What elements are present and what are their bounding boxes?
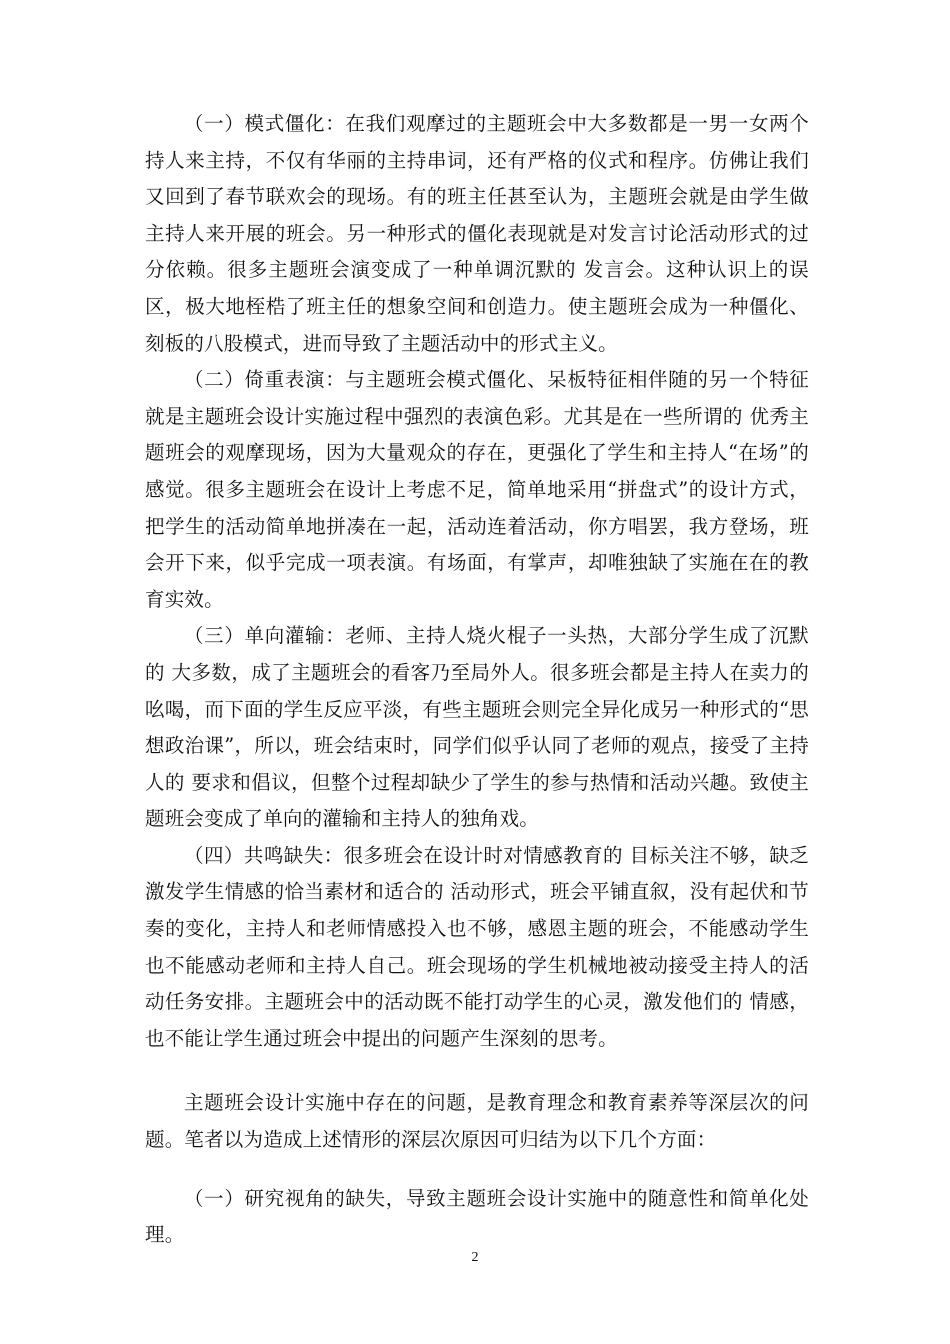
paragraph-performance-emphasis: （二）倚重表演：与主题班会模式僵化、呆板特征相伴随的另一个特征就是主题班会设计实施过程中强烈的表演色彩。尤其是在一些所谓的 优秀主题班会的观摩现场，因为大量观众的存在，更强化了学生和主持人“在场”的感觉。很多主题班会在设计上考虑不足，简单地采用“拼盘式”的设计方式，把学生的活动简单地拼凑在一起，活动连着活动，你方唱罢，我方登场，班会开下来，似乎完成一项表演。有场面，有掌声，却唯独缺了实施在在的教育实效。 — [145, 368, 809, 611]
paragraph-one-way-instruction: （三）单向灌输：老师、主持人烧火棍子一头热，大部分学生成了沉默的 大多数，成了主题班会的看客乃至局外人。很多班会都是主持人在卖力的吆喝，而下面的学生反应平淡，有些主题班会则完全异化成另一种形式的“思想政治课”，所以，班会结束时，同学们似乎认同了老师的观点，接受了主持人的 要求和倡议，但整个过程却缺少了学生的参与热情和活动兴趣。致使主题班会变成了单向的灌输和主持人的独角戏。 — [145, 624, 809, 831]
paragraph-resonance-missing: （四）共鸣缺失：很多班会在设计时对情感教育的 目标关注不够，缺乏激发学生情感的恰当素材和适合的 活动形式，班会平铺直叙，没有起伏和节奏的变化，主持人和老师情感投入也不够，感恩主题的班会，不能感动学生也不能感动老师和主持人自己。班会现场的学生机械地被动接受主持人的活动任务安排。主题班会中的活动既不能打动学生的心灵，激发他们的 情感，也不能让学生通过班会中提出的问题产生深刻的思考。 — [145, 843, 809, 1050]
paragraph-research-perspective: （一）研究视角的缺失，导致主题班会设计实施中的随意性和简单化处理。 — [145, 1186, 809, 1247]
paragraph-deep-causes: 主题班会设计实施中存在的问题，是教育理念和教育素养等深层次的问题。笔者以为造成上述情形的深层次原因可归结为以下几个方面： — [145, 1091, 809, 1152]
paragraph-mode-rigidity: （一）模式僵化：在我们观摩过的主题班会中大多数都是一男一女两个持人来主持，不仅有华丽的主持串词，还有严格的仪式和程序。仿佛让我们又回到了春节联欢会的现场。有的班主任甚至认为，主题班会就是由学生做主持人来开展的班会。另一种形式的僵化表现就是对发言讨论活动形式的过分依赖。很多主题班会演变成了一种单调沉默的 发言会。这种认识上的误区，极大地桎梏了班主任的想象空间和创造力。使主题班会成为一种僵化、刻板的八股模式，进而导致了主题活动中的形式主义。 — [145, 112, 809, 355]
page-number: 2 — [471, 1250, 479, 1265]
section-spacer — [145, 1057, 809, 1085]
section-spacer — [145, 1159, 809, 1181]
document-body — [145, 106, 809, 1254]
